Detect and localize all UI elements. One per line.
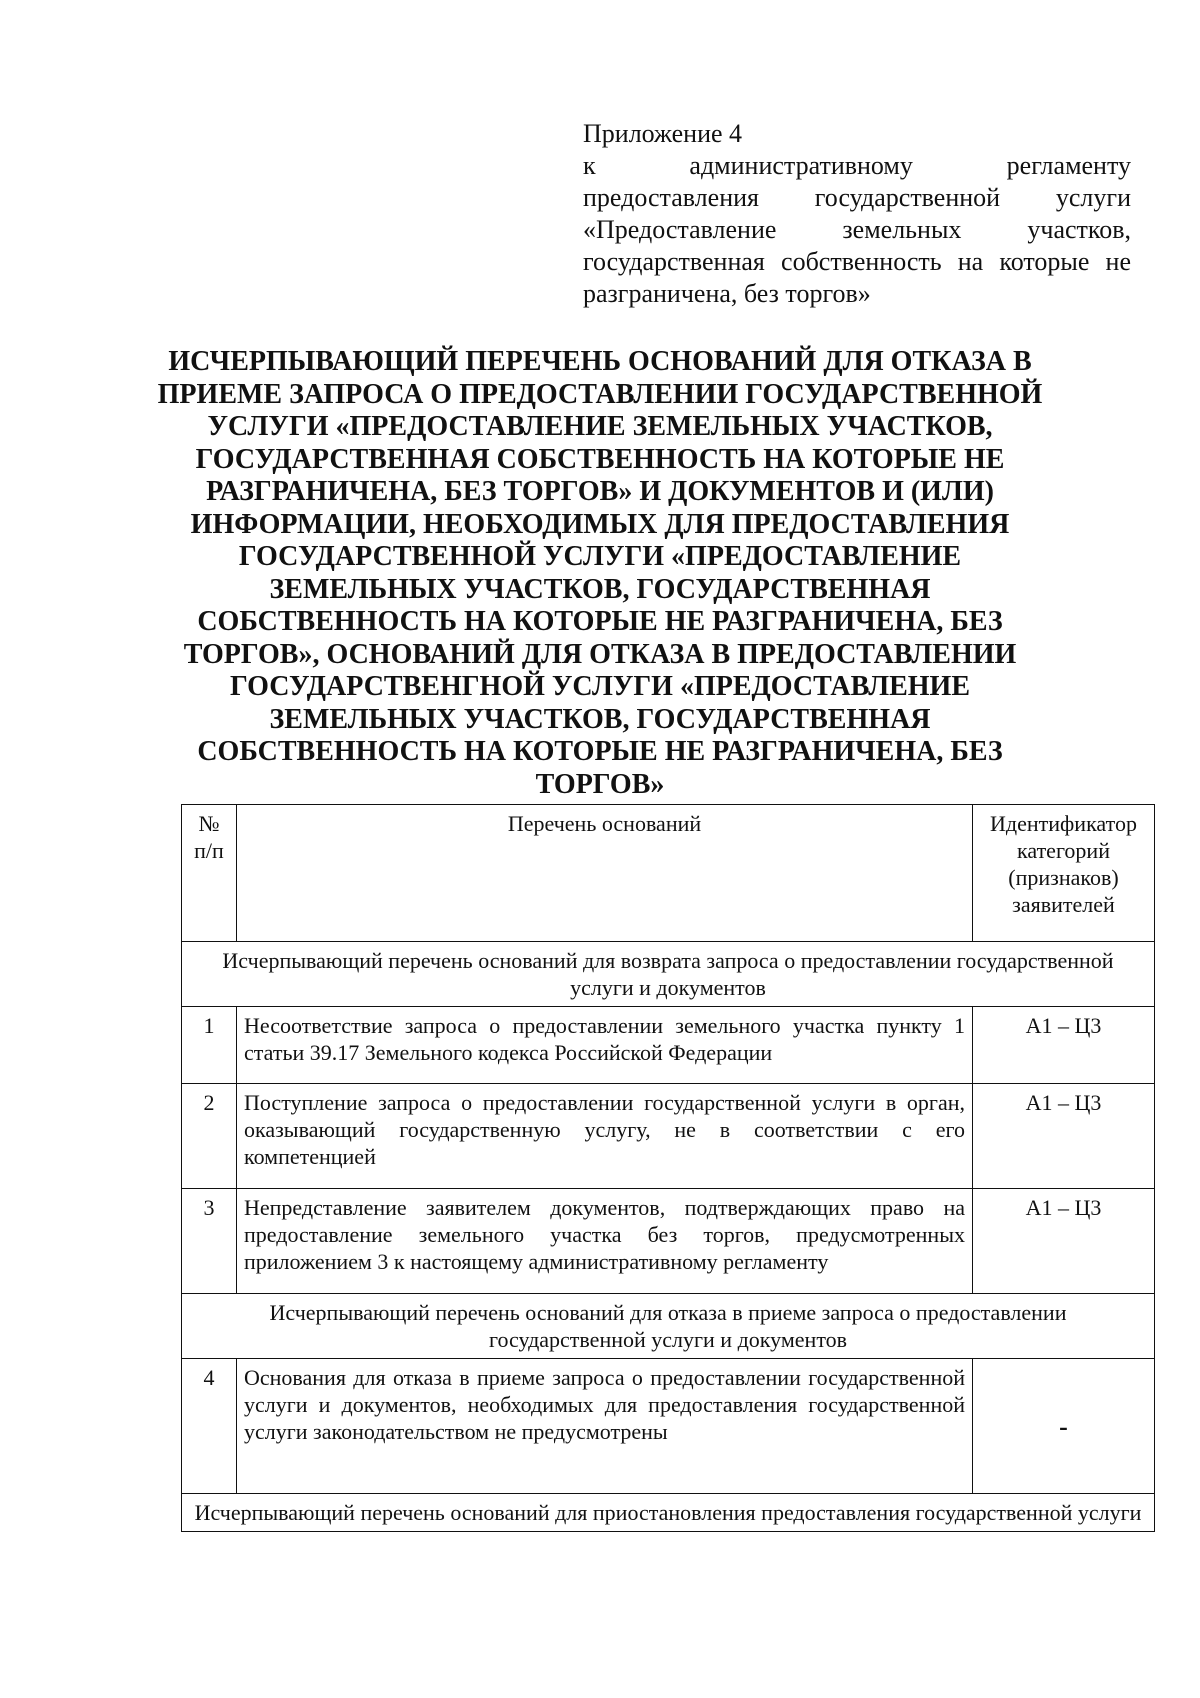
section-row-refusal <box>182 1294 1155 1359</box>
row-identifier: А1 – Ц3 <box>973 1189 1155 1294</box>
header-num: № п/п <box>182 805 237 942</box>
row-identifier: - <box>973 1359 1155 1494</box>
table-row <box>182 1007 1155 1084</box>
table-header-row <box>182 805 1155 942</box>
row-num: 4 <box>182 1359 237 1494</box>
appendix-title: Приложение 4 <box>583 119 743 148</box>
row-text: Основания для отказа в приеме запроса о предоставлении государственной услуги и документов, необходимых для предоставления государственной услуги законодательством не предусмотрены <box>237 1359 973 1494</box>
row-text: Непредставление заявителем документов, подтверждающих право на предоставление земельного участка без торгов, предусмотренных приложением 3 к настоящему административному регламенту <box>237 1189 973 1294</box>
appendix-block <box>583 118 1131 310</box>
row-text: Поступление запроса о предоставлении государственной услуги в орган, оказывающий государственную услугу, не в соответствии с его компетенцией <box>237 1084 973 1189</box>
header-reasons: Перечень оснований <box>237 805 973 942</box>
section-title: Исчерпывающий перечень оснований для возврата запроса о предоставлении государственной услуги и документов <box>182 942 1155 1007</box>
row-num: 2 <box>182 1084 237 1189</box>
appendix-text: к административному регламенту предоставления государственной услуги «Предоставление земельных участков, государственная собственность на которые не разграничена, без торгов» <box>583 151 1131 308</box>
reasons-table <box>181 804 1155 1532</box>
row-identifier: А1 – Ц3 <box>973 1084 1155 1189</box>
header-identifier: Идентификатор категорий (признаков) заявителей <box>973 805 1155 942</box>
table-row <box>182 1084 1155 1189</box>
section-row-suspension <box>182 1494 1155 1532</box>
row-num: 3 <box>182 1189 237 1294</box>
row-text: Несоответствие запроса о предоставлении земельного участка пункту 1 статьи 39.17 Земельного кодекса Российской Федерации <box>237 1007 973 1084</box>
section-title: Исчерпывающий перечень оснований для отказа в приеме запроса о предоставлении государственной услуги и документов <box>182 1294 1155 1359</box>
document-title: ИСЧЕРПЫВАЮЩИЙ ПЕРЕЧЕНЬ ОСНОВАНИЙ ДЛЯ ОТКАЗА В ПРИЕМЕ ЗАПРОСА О ПРЕДОСТАВЛЕНИИ ГОСУДАРСТВЕННОЙ УСЛУГИ «ПРЕДОСТАВЛЕНИЕ ЗЕМЕЛЬНЫХ УЧАСТКОВ, ГОСУДАРСТВЕННАЯ СОБСТВЕННОСТЬ НА КОТОРЫЕ НЕ РАЗГРАНИЧЕНА, БЕЗ ТОРГОВ» И ДОКУМЕНТОВ И (ИЛИ) ИНФОРМАЦИИ, НЕОБХОДИМЫХ ДЛЯ ПРЕДОСТАВЛЕНИЯ ГОСУДАРСТВЕННОЙ УСЛУГИ «ПРЕДОСТАВЛЕНИЕ ЗЕМЕЛЬНЫХ УЧАСТКОВ, ГОСУДАРСТВЕННАЯ СОБСТВЕННОСТЬ НА КОТОРЫЕ НЕ РАЗГРАНИЧЕНА, БЕЗ ТОРГОВ», ОСНОВАНИЙ ДЛЯ ОТКАЗА В ПРЕДОСТАВЛЕНИИ ГОСУДАРСТВЕНГНОЙ УСЛУГИ «ПРЕДОСТАВЛЕНИЕ ЗЕМЕЛЬНЫХ УЧАСТКОВ, ГОСУДАРСТВЕННАЯ СОБСТВЕННОСТЬ НА КОТОРЫЕ НЕ РАЗГРАНИЧЕНА, БЕЗ ТОРГОВ» <box>157 346 1043 800</box>
row-identifier: А1 – Ц3 <box>973 1007 1155 1084</box>
table-row <box>182 1189 1155 1294</box>
row-num: 1 <box>182 1007 237 1084</box>
section-title: Исчерпывающий перечень оснований для приостановления предоставления государственной услуги <box>182 1494 1155 1532</box>
section-row-return <box>182 942 1155 1007</box>
table-row <box>182 1359 1155 1494</box>
